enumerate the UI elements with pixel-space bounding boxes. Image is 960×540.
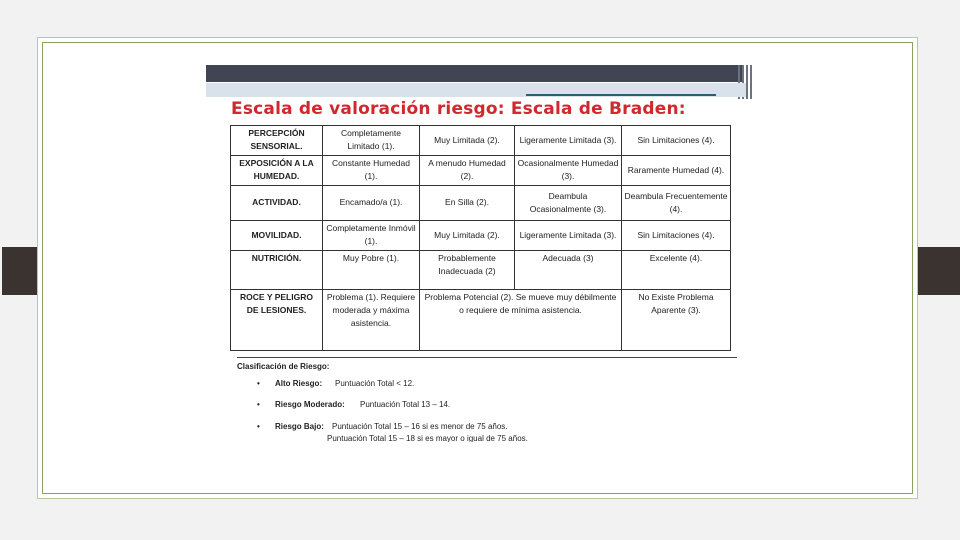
table-cell: Sin Limitaciones (4).: [622, 126, 731, 156]
risk-classification: [237, 357, 737, 442]
item-text: Puntuación Total 15 – 16 si es menor de 75 años.: [332, 422, 508, 431]
table-cell: A menudo Humedad (2).: [420, 155, 515, 186]
item-text: Puntuación Total < 12.: [335, 379, 415, 388]
table-cell: Problema (1). Requiere moderada y máxima asistencia.: [323, 289, 420, 350]
table-cell: Sin Limitaciones (4).: [622, 220, 731, 251]
bullet: •: [257, 422, 260, 431]
table-cell: Constante Humedad (1).: [323, 155, 420, 186]
header-rule: [206, 83, 746, 97]
item-label: Riesgo Moderado:: [275, 400, 345, 409]
bullet: •: [257, 379, 260, 388]
table-cell: Deambula Ocasionalmente (3).: [515, 186, 622, 221]
item-label: Riesgo Bajo:: [275, 422, 324, 431]
table-cell: Completamente Limitado (1).: [323, 126, 420, 156]
table-cell: Ligeramente Limitada (3).: [515, 126, 622, 156]
table-cell: Excelente (4).: [622, 251, 731, 290]
table-cell: Muy Pobre (1).: [323, 251, 420, 290]
table-cell: Adecuada (3): [515, 251, 622, 290]
row-label: EXPOSICIÓN A LA HUMEDAD.: [231, 155, 323, 186]
bullet: •: [257, 400, 260, 409]
table-row: [231, 126, 731, 156]
table-row: [231, 220, 731, 251]
braden-scale-table: [230, 125, 731, 351]
item-text: Puntuación Total 13 – 14.: [360, 400, 451, 409]
table-row: [231, 186, 731, 221]
table-cell: Raramente Humedad (4).: [622, 155, 731, 186]
table-cell: Problema Potencial (2). Se mueve muy débilmente o requiere de mínima asistencia.: [420, 289, 622, 350]
row-label: NUTRICIÓN.: [231, 251, 323, 290]
table-row: [231, 289, 731, 350]
table-cell: Deambula Frecuentemente (4).: [622, 186, 731, 221]
header-band: [206, 65, 742, 82]
table-cell: Muy Limitada (2).: [420, 126, 515, 156]
table-cell: En Silla (2).: [420, 186, 515, 221]
row-label: PERCEPCIÓN SENSORIAL.: [231, 126, 323, 156]
table-cell: Ligeramente Limitada (3).: [515, 220, 622, 251]
classification-extra: Puntuación Total 15 – 18 si es mayor o igual de 75 años.: [327, 434, 528, 442]
item-label: Alto Riesgo:: [275, 379, 323, 388]
table-cell: Probablemente Inadecuada (2): [420, 251, 515, 290]
row-label: ROCE Y PELIGRO DE LESIONES.: [231, 289, 323, 350]
table-cell: Ocasionalmente Humedad (3).: [515, 155, 622, 186]
table-cell: Completamente Inmóvil (1).: [323, 220, 420, 251]
table-cell: Encamado/a (1).: [323, 186, 420, 221]
classification-title: Clasificación de Riesgo:: [237, 362, 330, 371]
table-row: [231, 251, 731, 290]
row-label: ACTIVIDAD.: [231, 186, 323, 221]
table-row: [231, 155, 731, 186]
table-cell: No Existe Problema Aparente (3).: [622, 289, 731, 350]
document-image: [206, 65, 753, 473]
row-label: MOVILIDAD.: [231, 220, 323, 251]
page-title: Escala de valoración riesgo: Escala de Braden:: [231, 99, 686, 119]
table-cell: Muy Limitada (2).: [420, 220, 515, 251]
